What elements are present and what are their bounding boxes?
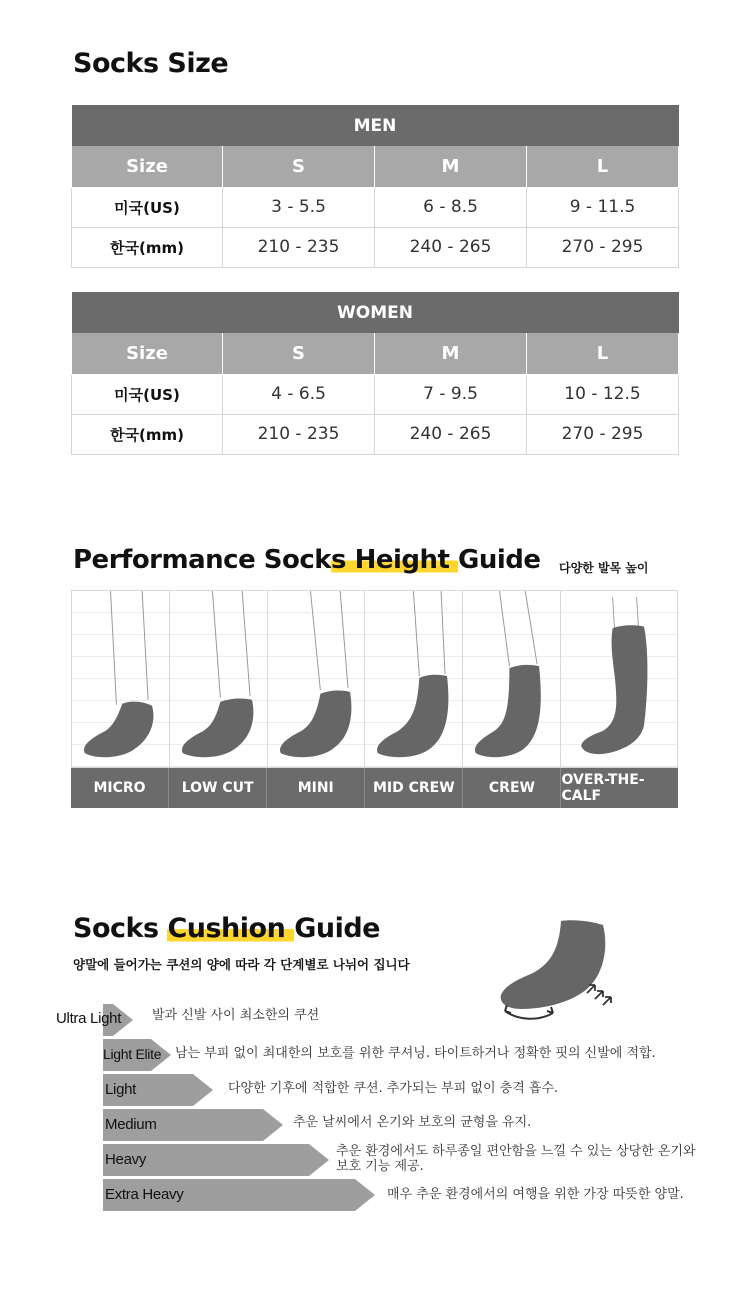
table-cell: 3 - 5.5 <box>223 187 375 227</box>
row-label: 미국(US) <box>72 187 223 227</box>
height-label-crew: CREW <box>463 768 561 808</box>
cushion-level-desc: 추운 날씨에서 온기와 보호의 균형을 유지. <box>293 1115 532 1130</box>
height-guide-title <box>73 545 541 575</box>
table-cell: 210 - 235 <box>223 414 375 454</box>
cushion-sock-icon <box>495 915 620 1025</box>
height-label-low-cut: LOW CUT <box>169 768 267 808</box>
height-label-over-the-calf: OVER-THE-CALF <box>561 772 645 804</box>
table-row <box>72 227 679 267</box>
height-title-highlight: s Height <box>331 545 458 575</box>
crew-sock-icon <box>463 591 560 767</box>
size-title: Socks Size <box>73 48 229 79</box>
height-guide-subtitle: 다양한 발목 높이 <box>559 561 649 575</box>
table-cell: 240 - 265 <box>375 227 527 267</box>
mid-crew-cell <box>365 591 463 767</box>
cushion-title-highlight: Cushion <box>167 913 295 944</box>
column-header: L <box>527 146 679 187</box>
cushion-level-name: Heavy <box>105 1151 147 1168</box>
cushion-title-part1: Socks <box>73 913 168 944</box>
table-cell: 7 - 9.5 <box>375 374 527 414</box>
row-label: 한국(mm) <box>72 414 223 454</box>
column-header: Size <box>72 146 223 187</box>
cushion-level-name: Light <box>105 1081 137 1098</box>
row-label: 미국(US) <box>72 374 223 414</box>
cushion-level-desc: 발과 신발 사이 최소한의 쿠션 <box>152 1008 320 1023</box>
table-cell: 6 - 8.5 <box>375 187 527 227</box>
women-heading: WOMEN <box>72 292 679 333</box>
cushion-level-name: Light Elite <box>103 1046 162 1062</box>
table-cell: 10 - 12.5 <box>527 374 679 414</box>
table-cell: 270 - 295 <box>527 414 679 454</box>
cushion-level-desc: 추운 환경에서도 하루종일 편안함을 느낄 수 있는 상당한 온기와 보호 기능 제공. <box>336 1144 696 1174</box>
height-label-micro: MICRO <box>71 768 169 808</box>
table-cell: 210 - 235 <box>223 227 375 267</box>
crew-cell <box>463 591 561 767</box>
table-cell: 4 - 6.5 <box>223 374 375 414</box>
height-label-mid-crew: MID CREW <box>365 768 463 808</box>
cushion-guide-title <box>73 913 380 944</box>
column-header: S <box>223 146 375 187</box>
cushion-level-name: Medium <box>105 1116 157 1133</box>
men-heading: MEN <box>72 105 679 146</box>
cushion-title-part2: Guide <box>294 913 380 944</box>
low-cut-cell <box>170 591 268 767</box>
column-header: S <box>223 333 375 374</box>
height-label-mini: MINI <box>267 768 365 808</box>
table-cell: 240 - 265 <box>375 414 527 454</box>
cushion-level-desc: 남는 부피 없이 최대한의 보호를 위한 쿠셔닝. 타이트하거나 정확한 핏의 신발에 적합. <box>175 1046 656 1061</box>
table-row <box>72 187 679 227</box>
cushion-level-desc: 다양한 기후에 적합한 쿠션. 추가되는 부피 없이 충격 흡수. <box>228 1081 559 1096</box>
cushion-guide-subtitle: 양말에 들어가는 쿠션의 양에 따라 각 단계별로 나뉘어 집니다 <box>73 957 410 972</box>
cushion-level-desc: 매우 추운 환경에서의 여행을 위한 가장 따뜻한 양말. <box>387 1187 684 1202</box>
micro-sock-icon <box>72 591 169 767</box>
table-cell: 270 - 295 <box>527 227 679 267</box>
mini-sock-icon <box>268 591 365 767</box>
row-label: 한국(mm) <box>72 227 223 267</box>
women-size-table <box>71 292 679 455</box>
column-header: Size <box>72 333 223 374</box>
table-row <box>72 414 679 454</box>
height-illustration-grid <box>71 590 678 768</box>
height-title-part2: Guide <box>457 545 541 575</box>
mid-crew-sock-icon <box>365 591 462 767</box>
column-header: L <box>527 333 679 374</box>
over-the-calf-sock-icon <box>561 591 677 767</box>
table-cell: 9 - 11.5 <box>527 187 679 227</box>
micro-cell <box>72 591 170 767</box>
height-labels-bar <box>71 768 678 808</box>
cushion-level-name: Extra Heavy <box>105 1186 184 1203</box>
men-size-table <box>71 105 679 268</box>
column-header: M <box>375 333 527 374</box>
table-row <box>72 374 679 414</box>
cushion-level-name: Ultra Light <box>56 1010 122 1027</box>
low-cut-sock-icon <box>170 591 267 767</box>
column-header: M <box>375 146 527 187</box>
height-title-part1: Performance Sock <box>73 545 332 575</box>
over-the-calf-cell <box>561 591 677 767</box>
mini-cell <box>268 591 366 767</box>
